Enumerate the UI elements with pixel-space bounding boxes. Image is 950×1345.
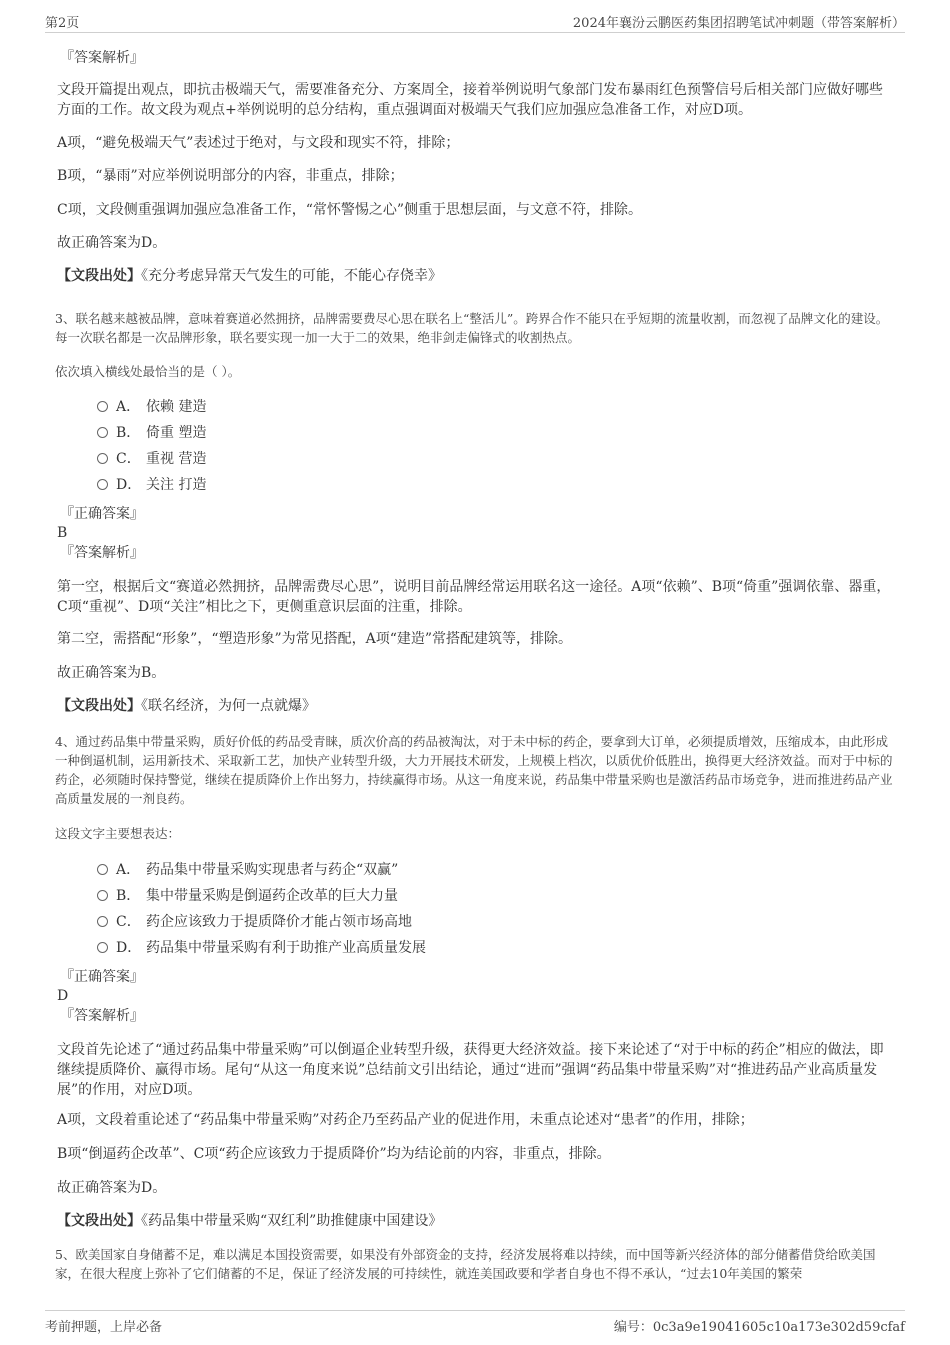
analysis-paragraph: 故正确答案为B。 (57, 665, 166, 681)
question-prompt: 这段文字主要想表达： (55, 826, 181, 841)
footer-slogan: 考前押题，上岸必备 (45, 1320, 163, 1335)
option-c[interactable]: C． 重视 营造 (97, 449, 206, 469)
option-b[interactable]: B． 集中带量采购是倒逼药企改革的巨大力量 (97, 886, 398, 906)
q2-analysis-paragraph: B项，“暴雨”对应举例说明部分的内容，非重点，排除； (57, 168, 404, 184)
q2-analysis-paragraph: A项，“避免极端天气”表述过于绝对，与文段和现实不符，排除； (57, 135, 460, 151)
q2-source (57, 266, 442, 286)
q3-source (57, 696, 316, 716)
question-stem: 3、联名越来越被品牌，意味着赛道必然拥挤，品牌需要费尽心思在联名上“整活儿”。跨界合作不能只在乎短期的流量收割，而忽视了品牌文化的建设。每一次联名都是一次品牌形象，联名要实现一加一大于二的效果，绝非剑走偏锋式的收割热点。 (55, 311, 889, 345)
analysis-paragraph: 第一空，根据后文“赛道必然拥挤，品牌需费尽心思”，说明目前品牌经常运用联名这一途径。A项“依赖”、B项“倚重”强调依靠、器重，C项“重视”、D项“关注”相比之下，更侧重意识层面的注重，排除。 (57, 579, 891, 615)
question-prompt: 依次填入横线处最恰当的是（ ）。 (55, 364, 241, 379)
radio-icon[interactable] (97, 479, 108, 490)
q4-source (57, 1211, 442, 1231)
radio-icon[interactable] (97, 916, 108, 927)
analysis-title: 『答案解析』 (60, 545, 144, 561)
option-a[interactable]: A． 依赖 建造 (97, 397, 206, 417)
document-code: 编号：0c3a9e19041605c10a173e302d59cfaf (613, 1320, 905, 1335)
q2-analysis-paragraph: 故正确答案为D。 (57, 235, 167, 251)
q2-analysis-paragraph: C项，文段侧重强调加强应急准备工作，“常怀警惕之心”侧重于思想层面，与文意不符，排除。 (57, 202, 643, 218)
option-a[interactable]: A． 药品集中带量采购实现患者与药企“双赢” (97, 860, 398, 880)
analysis-paragraph: 第二空，需搭配“形象”，“塑造形象”为常见搭配，A项“建造”常搭配建筑等，排除。 (57, 631, 573, 647)
document-title: 2024年襄汾云鹏医药集团招聘笔试冲刺题（带答案解析） (572, 16, 905, 31)
option-c[interactable]: C． 药企应该致力于提质降价才能占领市场高地 (97, 912, 412, 932)
radio-icon[interactable] (97, 890, 108, 901)
radio-icon[interactable] (97, 453, 108, 464)
answer-title: 『正确答案』 (60, 506, 144, 522)
radio-icon[interactable] (97, 864, 108, 875)
radio-icon[interactable] (97, 401, 108, 412)
source-label: 【文段出处】 (57, 268, 141, 284)
radio-icon[interactable] (97, 942, 108, 953)
source-title: 《联名经济，为何一点就爆》 (141, 698, 316, 714)
radio-icon[interactable] (97, 427, 108, 438)
answer-title: 『正确答案』 (60, 969, 144, 985)
source-label: 【文段出处】 (57, 1213, 141, 1229)
analysis-title: 『答案解析』 (60, 1008, 144, 1024)
analysis-paragraph: 故正确答案为D。 (57, 1180, 167, 1196)
answer-value: B (57, 525, 68, 541)
source-label: 【文段出处】 (57, 698, 141, 714)
page-header (45, 12, 905, 33)
option-d[interactable]: D． 药品集中带量采购有利于助推产业高质量发展 (97, 938, 426, 958)
analysis-paragraph: B项“倒逼药企改革”、C项“药企应该致力于提质降价”均为结论前的内容，非重点，排除。 (57, 1146, 611, 1162)
question-stem: 4、通过药品集中带量采购，质好价低的药品受青睐，质次价高的药品被淘汰，对于未中标的药企，要拿到大订单，必须提质增效，压缩成本，由此形成一种倒逼机制，运用新技术、采取新工艺，加快产业转型升级，大力开展技术研发，上规模上档次，以质优价低胜出，换得更大经济效益。而对于中标的药企，必须随时保持警觉，继续在提质降价上作出努力，持续赢得市场。从这一角度来说，药品集中带量采购也是激活药品市场竞争，进而推进药品产业高质量发展的一剂良药。 (55, 734, 893, 806)
source-title: 《药品集中带量采购“双红利”助推健康中国建设》 (141, 1213, 443, 1229)
option-d[interactable]: D． 关注 打造 (97, 475, 206, 495)
page-number: 第2页 (45, 16, 80, 31)
option-b[interactable]: B． 倚重 塑造 (97, 423, 206, 443)
q2-analysis-paragraph: 文段开篇提出观点，即抗击极端天气，需要准备充分、方案周全，接着举例说明气象部门发布暴雨红色预警信号后相关部门应做好哪些方面的工作。故文段为观点+举例说明的总分结构，重点强调面对极端天气我们应加强应急准备工作，对应D项。 (57, 82, 883, 118)
analysis-paragraph: 文段首先论述了“通过药品集中带量采购”可以倒逼企业转型升级，获得更大经济效益。接下来论述了“对于中标的药企”相应的做法，即继续提质降价、赢得市场。尾句“从这一角度来说”总结前文引出结论，通过“进而”强调“药品集中带量采购”对“推进药品产业高质量发展”的作用，对应D项。 (57, 1042, 884, 1098)
q2-analysis-title: 『答案解析』 (60, 50, 144, 66)
source-title: 《充分考虑异常天气发生的可能，不能心存侥幸》 (141, 268, 442, 284)
analysis-paragraph: A项，文段着重论述了“药品集中带量采购”对药企乃至药品产业的促进作用，未重点论述对“患者”的作用，排除； (57, 1112, 754, 1128)
page-footer (45, 1310, 905, 1335)
question-stem: 5、欧美国家自身储蓄不足，难以满足本国投资需要，如果没有外部资金的支持，经济发展将难以持续，而中国等新兴经济体的部分储蓄借贷给欧美国家，在很大程度上弥补了它们储蓄的不足，保证了经济发展的可持续性，就连美国政要和学者自身也不得不承认，“过去10年美国的繁荣 (55, 1247, 876, 1281)
answer-value: D (57, 988, 69, 1004)
